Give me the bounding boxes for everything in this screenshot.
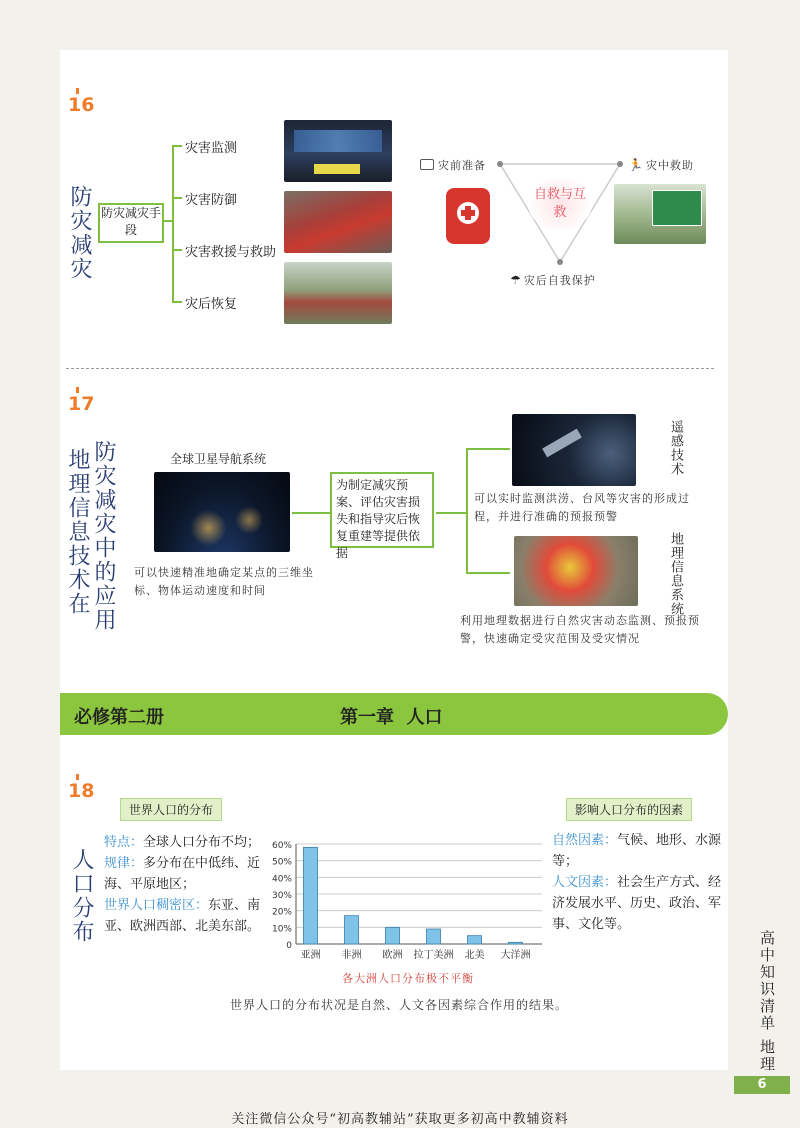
section-title-col2: 地理信息技术在 [65,448,90,616]
monitoring-center-photo [284,120,392,182]
rescue-team-photo [284,191,392,253]
branch-recovery: 灾后恢复 [185,297,238,312]
textbook-volume: 必修第二册 [74,707,164,728]
y-tick-label: 40% [271,874,292,885]
self-rescue-center: 自救与互救 [528,178,592,230]
sidebar-label: 高中知识清单 地理 [758,930,776,1073]
branch-defense: 灾害防御 [185,193,238,208]
bar-2 [386,927,400,944]
x-tick-label: 亚洲 [300,950,321,961]
y-tick-label: 50% [271,857,292,868]
factors-text [552,830,724,935]
connector [162,220,172,222]
rule-text: 多分布在中低纬、近海、平原地区； [104,856,261,892]
gis-label: 地理信息系统 [668,532,683,616]
page-number: 6 [734,1076,790,1094]
connector [292,512,330,514]
human-label: 人文因素： [552,875,618,890]
connector [436,512,466,514]
rule-label: 规律： [104,856,144,871]
y-tick-label: 0 [286,941,292,951]
connector [466,448,510,450]
bar-4 [468,936,482,944]
bar-3 [427,929,441,944]
earth-night-photo [154,472,290,552]
branch-monitoring: 灾害监测 [185,141,238,156]
right-tag: 影响人口分布的因素 [566,798,692,821]
dense-label: 世界人口稠密区： [104,898,209,913]
connector [172,249,182,251]
section-number-16: 16 [68,94,94,116]
connector [172,145,174,302]
y-tick-label: 20% [271,907,292,918]
connector [172,301,182,303]
chapter-title: 第一章 人口 [340,707,443,728]
divider [66,368,714,369]
first-aid-kit-icon [446,188,490,244]
features-text: 全球人口分布不均； [143,835,261,850]
section-title-disaster-reduction: 防灾减灾 [67,185,92,281]
y-tick-label: 10% [271,924,292,935]
features-label: 特点： [104,835,144,850]
distribution-text [104,832,262,937]
during-disaster-label: 🏃 灾中救助 [628,158,694,172]
umbrella-icon: ☂ [510,273,521,287]
running-person-icon: 🏃 [628,158,643,172]
gis-map-photo [514,536,638,606]
conclusion: 世界人口的分布状况是自然、人文各因素综合作用的结果。 [230,998,569,1012]
section-title-population: 人口分布 [69,848,94,944]
x-tick-label: 大洋洲 [500,950,531,961]
chart-note: 各大洲人口分布极不平衡 [342,972,474,985]
x-tick-label: 非洲 [341,950,362,961]
gnss-label: 全球卫星导航系统 [170,452,267,466]
before-disaster-label: 灾前准备 [420,157,486,173]
natural-label: 自然因素： [552,833,618,848]
bar-0 [304,847,318,944]
x-tick-label: 欧洲 [382,950,403,961]
root-box: 防灾减灾手段 [98,203,164,243]
rebuilt-village-photo [284,262,392,324]
human-text: 社会生产方式、经济发展水平、历史、政治、军事、文化等。 [552,875,722,932]
natural-text: 气候、地形、水源等； [552,833,722,869]
section-number-17: 17 [68,393,94,415]
chapter-banner [60,693,728,735]
after-disaster-label: ☂ 灾后自我保护 [510,273,596,287]
center-purpose-box: 为制定减灾预案、评估灾害损失和指导灾后恢复重建等提供依据 [330,472,434,548]
y-tick-label: 60% [271,841,292,851]
remote-sensing-description: 可以实时监测洪涝、台风等灾害的形成过程，并进行准确的预报预警 [474,492,690,523]
connector [466,448,468,574]
connector [172,197,182,199]
gis-description: 利用地理数据进行自然灾害动态监测、预报预警，快速确定受灾范围及受灾情况 [460,614,700,645]
y-tick-label: 30% [271,891,292,901]
first-aid-kit-icon [420,159,434,170]
remote-sensing-satellite-photo [512,414,636,486]
evacuation-sign-photo [614,184,706,244]
x-tick-label: 拉丁美洲 [413,950,454,961]
bar-5 [509,942,523,944]
section-number-18: 18 [68,780,94,802]
left-tag: 世界人口的分布 [120,798,222,821]
dense-text: 东亚、南亚、欧洲西部、北美东部。 [104,898,261,934]
connector [172,145,182,147]
footer-note: 关注微信公众号“初高教辅站”获取更多初高中教辅资料 [231,1112,569,1127]
branch-rescue: 灾害救援与救助 [185,245,277,260]
section-title-col1: 防灾减灾中的应用 [91,440,116,632]
gnss-description: 可以快速精准地确定某点的三维坐标、物体运动速度和时间 [134,566,314,597]
connector [466,572,510,574]
remote-sensing-label: 遥感技术 [668,420,683,476]
x-tick-label: 北美 [464,950,485,961]
population-bar-chart [260,832,550,972]
bar-1 [345,916,359,944]
